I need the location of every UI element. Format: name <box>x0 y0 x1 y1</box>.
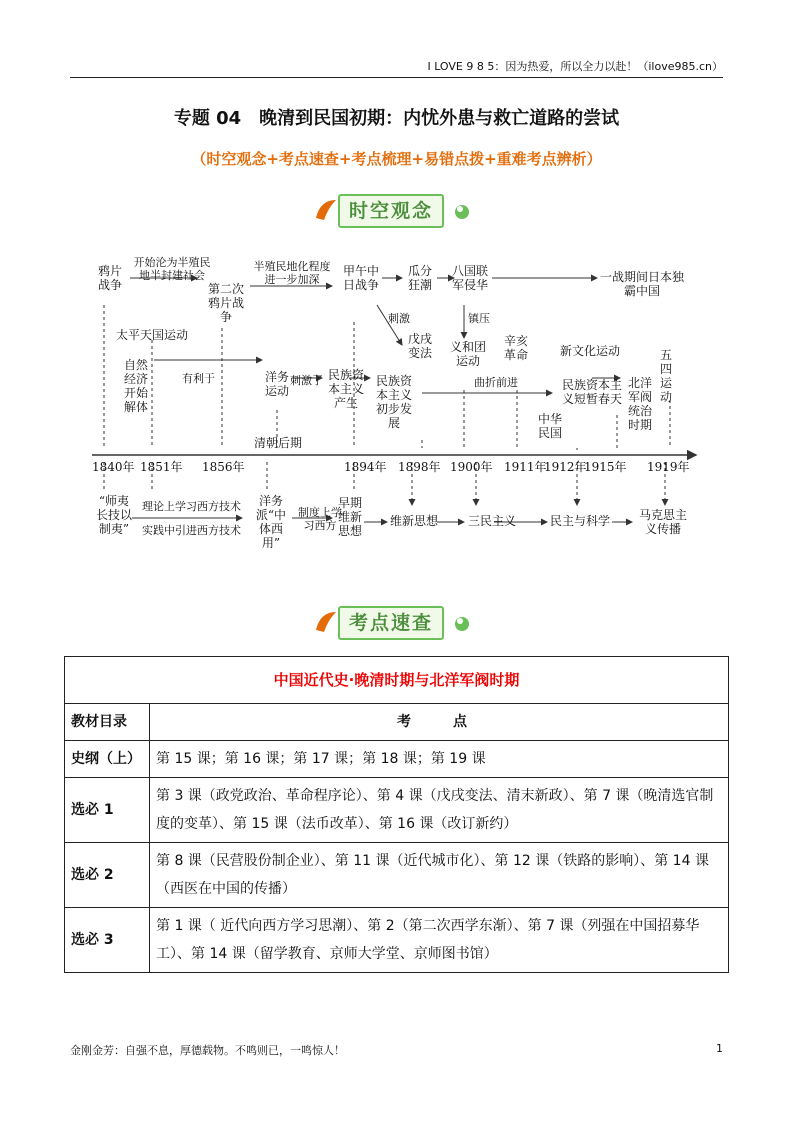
page-title: 专题 04 晚清到民国初期：内忧外患与救亡道路的尝试 <box>173 108 620 129</box>
col-header-points: 考 点 <box>150 704 729 741</box>
thought-three-people: 三民主义 <box>468 514 517 528</box>
row-content: 第 8 课（民营股份制企业）、第 11 课（近代城市化）、第 12 课（铁路的影响）、第 14 课（西医在中国的传播） <box>150 843 729 908</box>
year-1851: 1851年 <box>140 460 183 474</box>
event-taiping: 太平天国运动 <box>116 328 189 342</box>
page-footer <box>70 1042 723 1058</box>
thought-practice: 实践中引进西方技术 <box>142 524 241 537</box>
thought-early-reform: 早期维新思想 <box>337 496 362 538</box>
event-carve-up: 瓜分狂潮 <box>407 264 432 292</box>
year-1898: 1898年 <box>398 460 441 474</box>
col-header-book: 教材目录 <box>65 704 150 741</box>
table-row <box>65 908 729 973</box>
label-stimulate2: 刺激了 <box>290 374 323 387</box>
row-book: 史纲（上） <box>65 741 150 778</box>
exam-points-table <box>64 656 729 973</box>
event-capitalism-initial: 民族资本主义初步发展 <box>375 374 412 430</box>
year-1919: 1919年 <box>647 460 690 474</box>
event-semi-colonial: 开始沦为半殖民地半封建社会 <box>133 256 211 282</box>
row-book: 选必 1 <box>65 778 150 843</box>
year-1840: 1840年 <box>92 460 135 474</box>
year-1915: 1915年 <box>584 460 627 474</box>
page-number: 1 <box>716 1042 723 1055</box>
event-self-strengthening: 洋务运动 <box>264 370 289 398</box>
thought-yangwu: 洋务派“中体西用” <box>255 494 287 550</box>
footer-motto: 金刚金芳：自强不息，厚德载物。不鸣则已，一鸣惊人！ <box>70 1044 345 1057</box>
event-eight-nation: 八国联军侵华 <box>451 264 488 292</box>
label-stimulate: 刺激 <box>388 312 410 325</box>
timeline-diagram <box>92 250 704 550</box>
event-sino-japanese-war: 甲午中日战争 <box>342 264 379 292</box>
table-row <box>65 778 729 843</box>
year-1911: 1911年 <box>504 460 547 474</box>
event-natural-economy: 自然经济开始解体 <box>123 358 148 414</box>
label-tortuous: 曲折前进 <box>474 376 518 389</box>
row-content: 第 15 课；第 16 课；第 17 课；第 18 课；第 19 课 <box>150 741 729 778</box>
event-late-qing: 清朝后期 <box>254 436 303 450</box>
section-label: 考点速查 <box>348 612 433 634</box>
thought-marxism: 马克思主义传播 <box>638 508 687 536</box>
event-capitalism-emerge: 民族资本主义产生 <box>327 368 364 410</box>
table-header-row <box>65 704 729 741</box>
row-content: 第 3 课（政党政治、革命程序论）、第 4 课（戊戌变法、清末新政）、第 7 课（晚清选官制度的变革）、第 15 课（法币改革）、第 16 课（改订新约） <box>150 778 729 843</box>
page-subtitle: （时空观念+考点速查+考点梳理+易错点拨+重难考点辨析） <box>191 150 602 168</box>
thought-system: 制度上学习西方 <box>298 506 342 532</box>
table-row <box>65 741 729 778</box>
year-1912: 1912年 <box>544 460 587 474</box>
table-heading: 中国近代史·晚清时期与北洋军阀时期 <box>65 657 729 704</box>
year-1900: 1900年 <box>450 460 493 474</box>
year-1894: 1894年 <box>344 460 387 474</box>
section-badge-quick-check <box>310 602 470 642</box>
event-new-culture: 新文化运动 <box>560 344 621 358</box>
thought-reform: 维新思想 <box>390 514 439 528</box>
row-book: 选必 3 <box>65 908 150 973</box>
label-suppress: 镇压 <box>468 312 490 325</box>
event-short-spring: 民族资本主义短暂春天 <box>561 378 622 406</box>
event-second-opium-war: 第二次鸦片战争 <box>207 282 244 324</box>
label-favorable: 有利于 <box>182 372 215 385</box>
event-may-fourth: 五四运动 <box>659 348 672 404</box>
thought-democracy-science: 民主与科学 <box>550 514 611 528</box>
page-header: I LOVE 9 8 5：因为热爱，所以全力以赴！（ilove985.cn） <box>70 58 723 78</box>
event-revolution: 辛亥革命 <box>503 334 528 362</box>
table-heading-row <box>65 657 729 704</box>
event-boxer: 义和团运动 <box>449 340 486 368</box>
section-badge-spacetime <box>310 190 470 230</box>
event-deepen: 半殖民地化程度进一步加深 <box>253 260 331 286</box>
section-label: 时空观念 <box>348 200 433 222</box>
table-row <box>65 843 729 908</box>
year-1856: 1856年 <box>202 460 245 474</box>
row-content: 第 1 课（ 近代向西方学习思潮）、第 2（第二次西学东渐）、第 7 课（列强在中国招募华工）、第 14 课（留学教育、京师大学堂、京师图书馆） <box>150 908 729 973</box>
event-reform: 戊戌变法 <box>407 332 432 360</box>
event-roc: 中华民国 <box>537 412 562 440</box>
event-ww1: 一战期间日本独霸中国 <box>600 270 685 298</box>
event-opium-war: 鸦片战争 <box>97 264 122 292</box>
event-beiyang: 北洋军阀统治时期 <box>627 376 652 432</box>
thought-theory: 理论上学习西方技术 <box>142 500 241 513</box>
thought-wei-yuan: “师夷长技以制夷” <box>95 494 132 536</box>
row-book: 选必 2 <box>65 843 150 908</box>
